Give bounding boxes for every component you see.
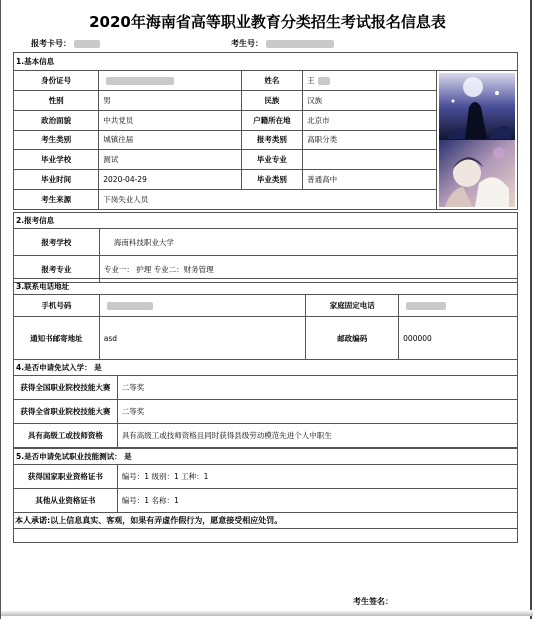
applicant-photo bbox=[439, 73, 515, 207]
field-label: 其他从业资格证书 bbox=[14, 489, 118, 513]
field-label: 考生类别 bbox=[14, 130, 99, 150]
field-value: 城镇往届 bbox=[99, 130, 241, 150]
redacted-value bbox=[107, 302, 153, 310]
field-label: 身份证号 bbox=[14, 71, 99, 91]
field-value: 二等奖 bbox=[117, 400, 517, 424]
address-value: asd bbox=[99, 317, 306, 360]
field-label: 报考类别 bbox=[241, 130, 303, 150]
field-value: 具有高级工或技师资格且同时获得县级劳动模范先进个人中职生 bbox=[117, 424, 517, 448]
redacted-value bbox=[266, 40, 334, 48]
redacted-value bbox=[318, 77, 330, 85]
blank-row bbox=[14, 529, 518, 543]
section-heading: 4.是否申请免试入学： 是 bbox=[14, 360, 518, 376]
field-value: 男 bbox=[99, 90, 241, 110]
field-value: 高职分类 bbox=[303, 130, 437, 150]
section-heading: 1.基本信息 bbox=[14, 53, 518, 71]
section-heading: 5.是否申请免试职业技能测试： 是 bbox=[14, 449, 518, 465]
field-label: 毕业时间 bbox=[14, 170, 99, 190]
exemption-admission-table bbox=[13, 359, 518, 448]
exam-no-label: 考生号： bbox=[231, 39, 263, 48]
phone-value bbox=[99, 295, 306, 317]
field-label: 毕业类别 bbox=[241, 170, 303, 190]
field-label: 姓名 bbox=[241, 71, 303, 91]
section-heading: 2.报考信息 bbox=[14, 213, 518, 229]
field-label: 毕业专业 bbox=[241, 150, 303, 170]
field-value: 中共党员 bbox=[99, 110, 241, 130]
postcode-value: 000000 bbox=[399, 317, 518, 360]
page-title: 2020年海南省高等职业教育分类招生考试报名信息表 bbox=[89, 13, 446, 31]
id-number-value bbox=[99, 71, 241, 91]
exam-number bbox=[231, 38, 334, 49]
field-value: 编号：1 级别：1 工种：1 bbox=[117, 465, 517, 489]
field-value: 普通高中 bbox=[303, 170, 437, 190]
ticket-number bbox=[31, 38, 100, 49]
field-value: 二等奖 bbox=[117, 376, 517, 400]
field-label: 家庭固定电话 bbox=[306, 295, 399, 317]
field-value: 测试 bbox=[99, 150, 241, 170]
redacted-value bbox=[106, 77, 174, 85]
pledge-table bbox=[13, 512, 518, 543]
field-value: 汉族 bbox=[303, 90, 437, 110]
field-label: 户籍所在地 bbox=[241, 110, 303, 130]
field-label: 考生来源 bbox=[14, 190, 99, 210]
field-label: 政治面貌 bbox=[14, 110, 99, 130]
field-value: 北京市 bbox=[303, 110, 437, 130]
field-label: 获得全省职业院校技能大赛 bbox=[14, 400, 118, 424]
field-label: 通知书邮寄地址 bbox=[14, 317, 100, 360]
field-label: 毕业学校 bbox=[14, 150, 99, 170]
field-value bbox=[303, 150, 437, 170]
application-info-table bbox=[13, 212, 518, 283]
school-value: 海南科技职业大学 bbox=[99, 229, 517, 256]
page-bottom-edge bbox=[1, 610, 533, 616]
field-label: 报考专业 bbox=[14, 256, 100, 283]
exemption-skills-table bbox=[13, 448, 518, 513]
home-phone-value bbox=[399, 295, 518, 317]
basic-info-table bbox=[13, 52, 518, 210]
redacted-value bbox=[74, 40, 100, 48]
field-label: 获得全国职业院校技能大赛 bbox=[14, 376, 118, 400]
field-label: 手机号码 bbox=[14, 295, 100, 317]
field-label: 民族 bbox=[241, 90, 303, 110]
signature-label: 考生签名： bbox=[353, 597, 393, 606]
field-value: 下岗失业人员 bbox=[99, 190, 437, 210]
field-label: 性别 bbox=[14, 90, 99, 110]
major-value: 专业一： 护理 专业二：财务管理 bbox=[99, 256, 517, 283]
field-label: 具有高级工或技师资格 bbox=[14, 424, 118, 448]
ticket-label: 报考卡号： bbox=[31, 39, 71, 48]
field-value: 编号：1 名称：1 bbox=[117, 489, 517, 513]
field-label: 获得国家职业资格证书 bbox=[14, 465, 118, 489]
field-value: 王 bbox=[303, 71, 437, 91]
pledge-text: 本人承诺:以上信息真实、客观，如果有弄虚作假行为，愿意接受相应处罚。 bbox=[14, 513, 518, 529]
photo-cell bbox=[436, 71, 517, 210]
contact-info-table bbox=[13, 278, 518, 360]
section-heading: 3.联系电话地址 bbox=[14, 279, 518, 295]
field-value: 2020-04-29 bbox=[99, 170, 241, 190]
field-label: 报考学校 bbox=[14, 229, 100, 256]
field-label: 邮政编码 bbox=[306, 317, 399, 360]
redacted-value bbox=[406, 302, 446, 310]
